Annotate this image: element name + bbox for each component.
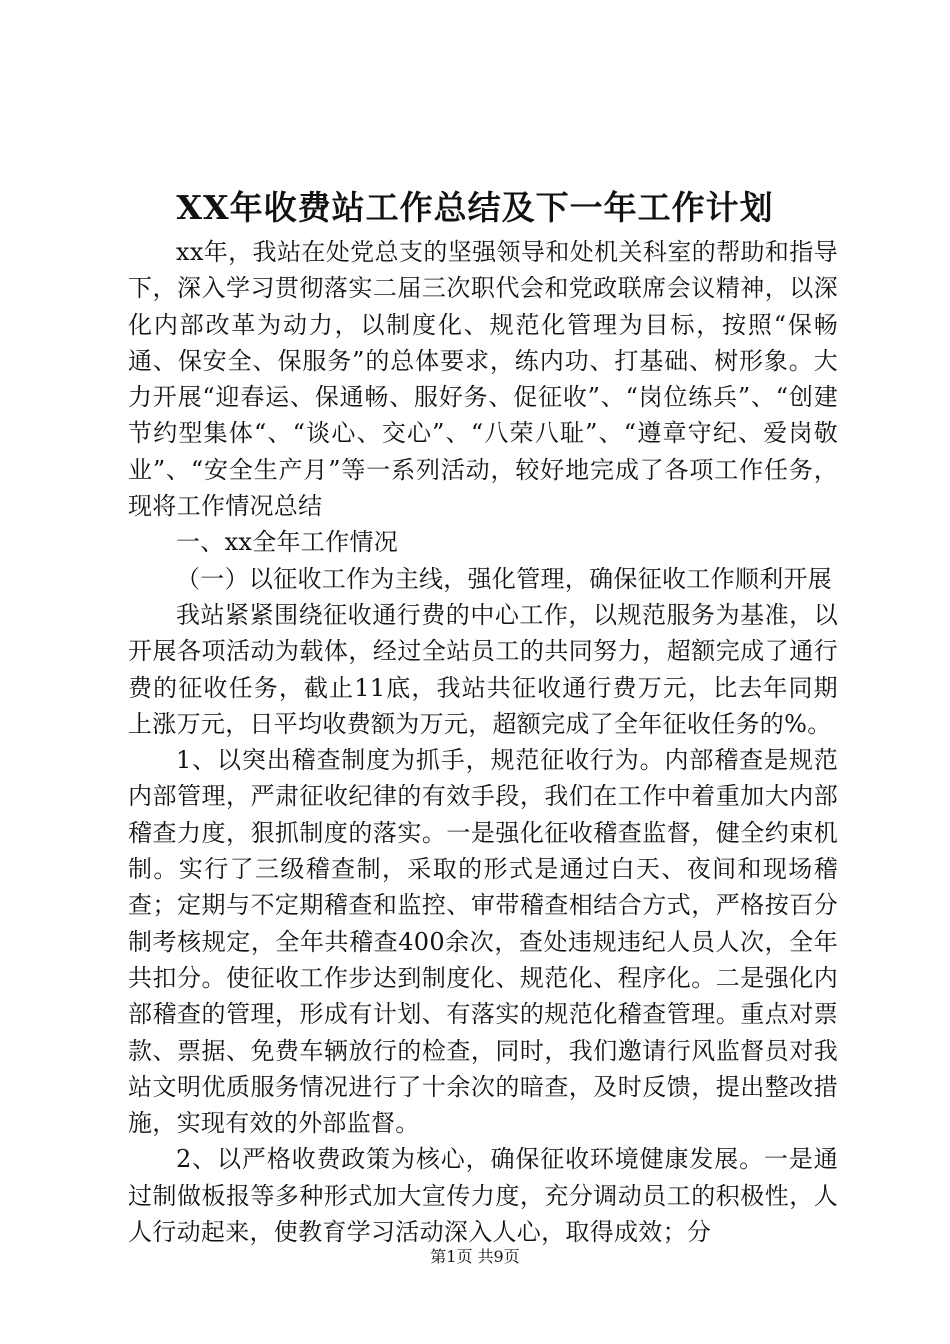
paragraph-policy: 2、以严格收费政策为核心，确保征收环境健康发展。一是通过制做板报等多种形式加大宣传力度，充分调动员工的积极性，人人行动起来，使教育学习活动深入人心，取得成效；分 <box>128 1145 838 1247</box>
document-title: XX年收费站工作总结及下一年工作计划 <box>176 188 774 227</box>
document-body <box>128 234 838 1250</box>
subsection-heading: （一）以征收工作为主线，强化管理，确保征收工作顺利开展 <box>176 564 833 593</box>
section-heading: 一、xx全年工作情况 <box>176 528 399 557</box>
page-number-footer: 第1页 共9页 <box>430 1247 520 1266</box>
paragraph-collection: 我站紧紧围绕征收通行费的中心工作，以规范服务为基准，以开展各项活动为载体，经过全站员工的共同努力，超额完成了通行费的征收任务，截止11底，我站共征收通行费万元，比去年同期上涨万元，日平均收费额为万元，超额完成了全年征收任务的%。 <box>128 600 838 738</box>
paragraph-inspection: 1、以突出稽查制度为抓手，规范征收行为。内部稽查是规范内部管理，严肃征收纪律的有效手段，我们在工作中着重加大内部稽查力度，狠抓制度的落实。一是强化征收稽查监督，健全约束机制。实行了三级稽查制，采取的形式是通过白天、夜间和现场稽查；定期与不定期稽查和监控、审带稽查相结合方式，严格按百分制考核规定，全年共稽查400余次，查处违规违纪人员人次，全年共扣分。使征收工作步达到制度化、规范化、程序化。二是强化内部稽查的管理，形成有计划、有落实的规范化稽查管理。重点对票款、票据、免费车辆放行的检查，同时，我们邀请行风监督员对我站文明优质服务情况进行了十余次的暗查，及时反馈，提出整改措施，实现有效的外部监督。 <box>128 746 838 1138</box>
paragraph-intro: xx年，我站在处党总支的坚强领导和处机关科室的帮助和指导下，深入学习贯彻落实二届三次职代会和党政联席会议精神，以深化内部改革为动力，以制度化、规范化管理为目标，按照“保畅通、保安全、保服务”的总体要求，练内功、打基础、树形象。大力开展“迎春运、保通畅、服好务、促征收”、“岗位练兵”、“创建节约型集体“、“谈心、交心”、“八荣八耻”、“遵章守纪、爱岗敬业”、“安全生产月”等一系列活动，较好地完成了各项工作任务，现将工作情况总结 <box>128 238 838 521</box>
